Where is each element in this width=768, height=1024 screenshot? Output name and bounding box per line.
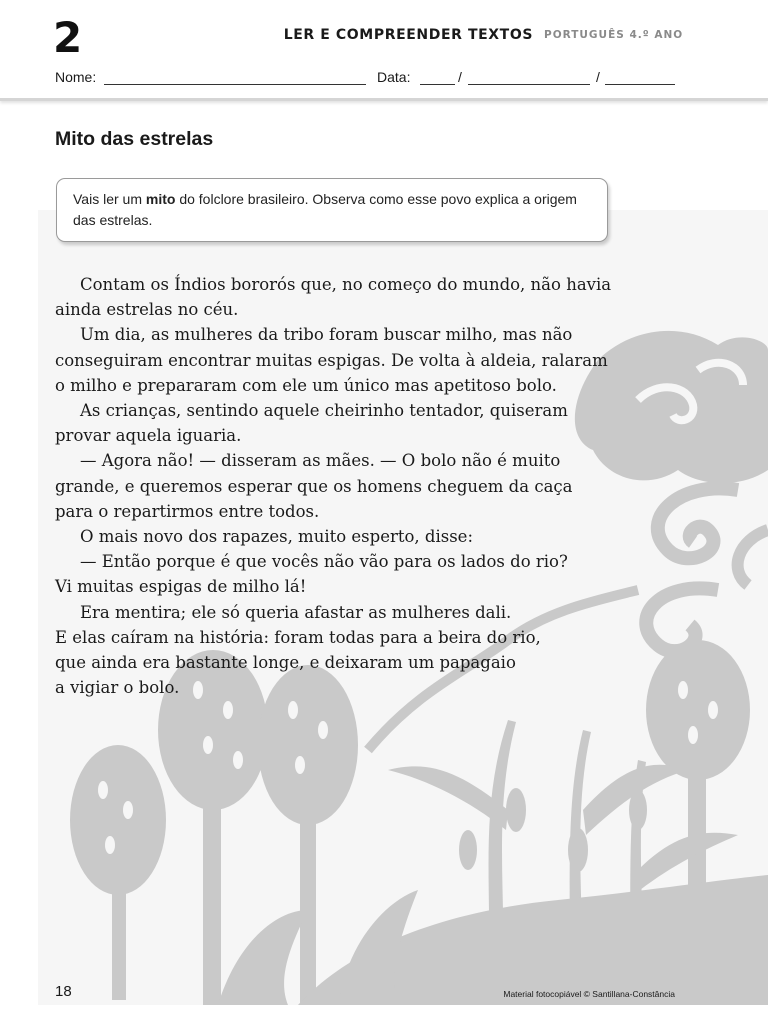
page-number: 18 [55, 983, 72, 1000]
wind-swirl [658, 488, 738, 558]
leaf-spot [678, 681, 688, 699]
corn-cob [506, 788, 526, 832]
intro-keyword: mito [145, 191, 176, 207]
story-line: para o repartirmos entre todos. [55, 501, 320, 521]
leaf-spot [233, 751, 243, 769]
header-title: LER E COMPREENDER TEXTOS [283, 27, 533, 43]
story-line: conseguiram encontrar muitas espigas. De volta à aldeia, ralaram [55, 350, 608, 370]
intro-text [73, 189, 593, 231]
story-line: Um dia, as mulheres da tribo foram buscar milho, mas não [80, 325, 573, 345]
date-day-field[interactable] [420, 84, 455, 85]
date-year-field[interactable] [605, 84, 675, 85]
story-line: E elas caíram na história: foram todas para a beira do rio, [55, 627, 541, 647]
story-line: As crianças, sentindo aquele cheirinho tentador, quiseram [80, 401, 568, 421]
leaf-spot [708, 701, 718, 719]
unit-number: 2 [53, 13, 83, 62]
date-separator: / [596, 69, 600, 85]
worksheet-header [0, 0, 768, 101]
nome-label: Nome: [55, 69, 97, 85]
leaf-spot [105, 836, 115, 854]
corn-cob [568, 828, 588, 872]
intro-text-end: do folclore brasileiro. Observa como esse povo explica a origem das estrelas. [73, 191, 577, 228]
tree-crown [646, 640, 750, 780]
tree-trunk [300, 800, 316, 1005]
story-line: provar aquela iguaria. [55, 426, 242, 446]
story-line: — Agora não! — disseram as mães. — O bolo não é muito [80, 451, 561, 471]
header-subtitle: PORTUGUÊS 4.º ANO [544, 29, 684, 41]
story-line: a vigiar o bolo. [55, 678, 180, 698]
tree-trunk [112, 870, 126, 1000]
story-line: — Então porque é que vocês não vão para os lados do rio? [80, 552, 568, 572]
leaf-spot [688, 726, 698, 744]
leaf-spot [203, 736, 213, 754]
story-line: Era mentira; ele só queria afastar as mulheres dali. [80, 602, 512, 622]
nome-field[interactable] [104, 84, 366, 85]
intro-box [56, 178, 608, 242]
date-month-field[interactable] [468, 84, 590, 85]
leaf-spot [288, 701, 298, 719]
story-text [55, 272, 655, 700]
leaf-spot [223, 701, 233, 719]
corn-cob [459, 830, 477, 870]
intro-text-start: Vais ler um [73, 191, 146, 207]
leaf-spot [318, 721, 328, 739]
bush [218, 910, 308, 1005]
story-line: Vi muitas espigas de milho lá! [55, 577, 307, 597]
copyright-notice: Material fotocopiável © Santillana-Constância [503, 989, 675, 999]
story-line: grande, e queremos esperar que os homens cheguem da caça [55, 476, 573, 496]
story-line: O mais novo dos rapazes, muito esperto, disse: [80, 527, 474, 547]
leaf-spot [123, 801, 133, 819]
story-line: o milho e prepararam com ele um único mas apetitoso bolo. [55, 375, 557, 395]
data-label: Data: [377, 69, 411, 85]
story-title: Mito das estrelas [55, 128, 214, 150]
leaf-spot [295, 756, 305, 774]
leaf-spot [98, 781, 108, 799]
story-line: que ainda era bastante longe, e deixaram um papagaio [55, 653, 516, 673]
story-line: ainda estrelas no céu. [55, 300, 239, 320]
tree-trunk [203, 790, 221, 1005]
wind-swirl [738, 530, 768, 585]
date-separator: / [458, 69, 462, 85]
story-line: Contam os Índios bororós que, no começo do mundo, não havia [80, 275, 612, 294]
